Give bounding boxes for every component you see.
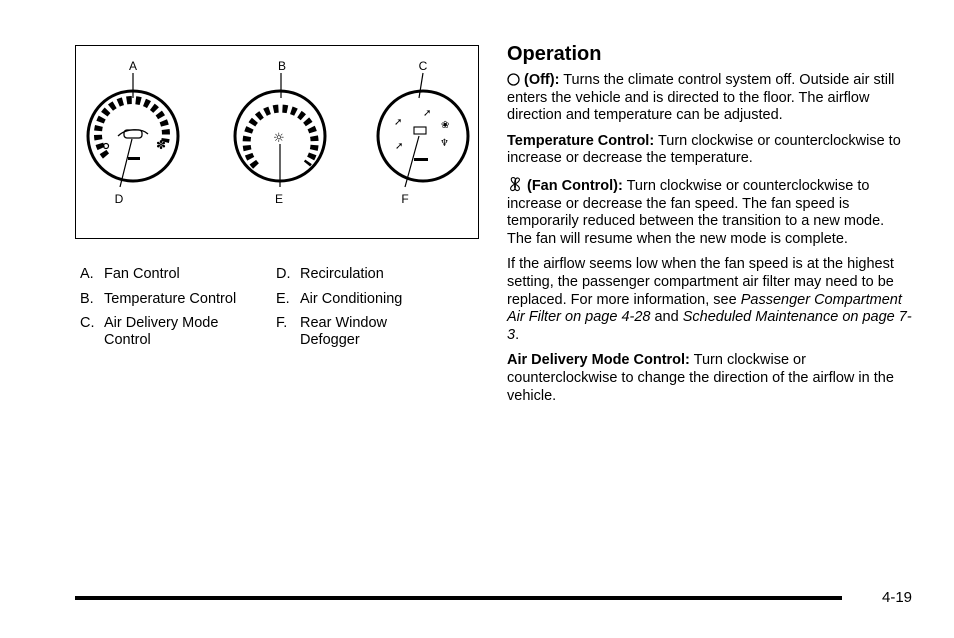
legend-item: [276, 315, 410, 349]
off-icon: [507, 73, 520, 86]
temperature-label: Temperature Control:: [507, 132, 655, 149]
legend-text: Air Delivery Mode Control: [104, 315, 219, 348]
legend-letter: B.: [80, 291, 94, 307]
air-conditioning-icon: ☼: [273, 131, 285, 146]
temperature-text: Turn clockwise or counterclockwise to increase or decrease the temperature.: [507, 132, 901, 167]
legend-letter: A.: [80, 266, 94, 282]
air-delivery-mode-knob: [378, 91, 468, 181]
svg-text:➚: ➚: [395, 141, 404, 152]
legend-text: Rear Window Defogger: [300, 315, 388, 348]
fan-label: (Fan Control):: [527, 177, 623, 194]
fan-icon: ✽: [156, 138, 167, 152]
airflow-and: and: [650, 309, 683, 326]
off-text: Turns the climate control system off. Outside air still enters the vehicle and is directed to the floor. The airflow direction and temperature can be adjusted.: [507, 72, 895, 124]
callout-c: C: [418, 59, 428, 73]
fan-text: Turn clockwise or counterclockwise to increase or decrease the fan speed. The fan speed is temporarily reduced between the transition to a new mode. The fan will resume when the new mode is complete.: [507, 177, 885, 247]
callout-d: D: [114, 192, 124, 206]
section-heading: Operation: [507, 43, 602, 65]
legend-item: [80, 315, 254, 349]
air-filter-reference[interactable]: Passenger Compartment Air Filter on page 4-28: [507, 291, 902, 326]
page-number: 4-19: [882, 589, 913, 606]
airflow-end: .: [515, 326, 520, 343]
mode-label: Air Delivery Mode Control:: [507, 352, 690, 369]
legend-text: Air Conditioning: [300, 291, 403, 307]
mode-paragraph: [507, 352, 912, 405]
climate-control-figure: [75, 45, 479, 239]
airflow-text: If the airflow seems low when the fan speed is at the highest setting, the passenger compartment air filter may need to be replaced. For more information, see: [507, 256, 894, 308]
footer-rule: [75, 596, 842, 600]
callout-f: F: [401, 192, 409, 206]
off-paragraph: [507, 72, 912, 125]
fan-control-knob: [88, 91, 178, 181]
legend-letter: D.: [276, 266, 291, 282]
svg-text:➚: ➚: [394, 117, 403, 128]
legend-letter: E.: [276, 291, 290, 307]
callout-e: E: [274, 192, 284, 206]
callout-b: B: [277, 59, 287, 73]
callout-a: A: [128, 59, 138, 73]
legend-item: [80, 291, 254, 308]
legend-text: Fan Control: [104, 266, 180, 282]
fan-icon: [507, 176, 523, 192]
temperature-paragraph: [507, 133, 912, 168]
legend-item: [80, 266, 254, 283]
rear-defog-icon: [414, 127, 426, 134]
svg-text:❀: ❀: [441, 120, 450, 131]
legend-letter: C.: [80, 315, 95, 331]
fan-paragraph: [507, 176, 912, 248]
legend-text: Recirculation: [300, 266, 384, 282]
airflow-paragraph: [507, 256, 912, 344]
operation-section: [507, 42, 912, 413]
svg-text:♆: ♆: [440, 138, 449, 149]
legend-text: Temperature Control: [104, 291, 237, 307]
mode-text: Turn clockwise or counterclockwise to change the direction of the airflow in the vehicle.: [507, 352, 894, 404]
off-label: (Off):: [524, 72, 560, 88]
climate-knobs-illustration: [76, 46, 480, 240]
legend-item: [276, 291, 450, 308]
legend-letter: F.: [276, 315, 288, 331]
maintenance-reference[interactable]: Scheduled Maintenance on page 7-3: [507, 309, 912, 343]
svg-text:➚: ➚: [423, 108, 432, 119]
legend-item: [276, 266, 450, 283]
